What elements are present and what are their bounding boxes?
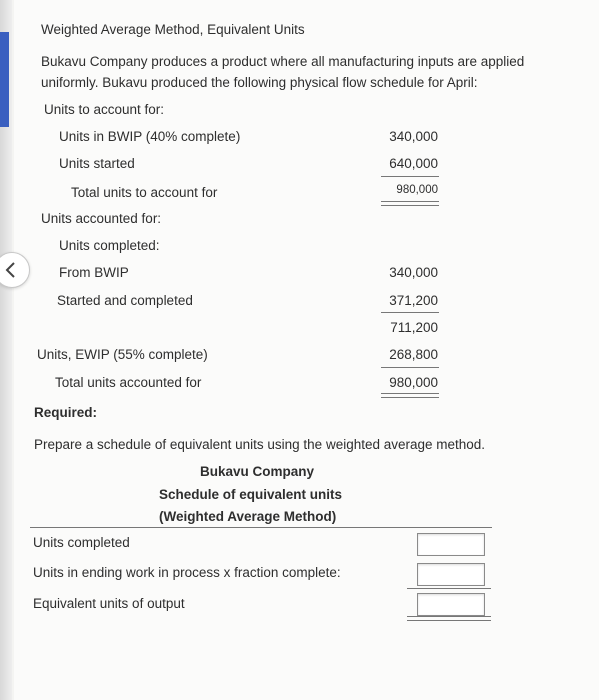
intro-line-2: uniformly. Bukavu produced the following physical flow schedule for April: bbox=[41, 75, 478, 90]
schedule-header-rule bbox=[30, 527, 492, 528]
ewip-fraction-input[interactable] bbox=[417, 563, 485, 586]
started-completed-label: Started and completed bbox=[57, 293, 193, 308]
schedule-total-double-rule bbox=[407, 616, 491, 621]
left-edge-bar bbox=[0, 0, 12, 700]
total-double-rule bbox=[381, 201, 439, 206]
ewip-label: Units, EWIP (55% complete) bbox=[37, 347, 208, 362]
completed-subtotal-value: 711,200 bbox=[390, 320, 438, 335]
total-accounted-label: Total units accounted for bbox=[55, 375, 202, 390]
from-bwip-value: 340,000 bbox=[389, 265, 438, 280]
total-to-account-value: 980,000 bbox=[396, 184, 438, 196]
schedule-row-label: Units completed bbox=[33, 535, 130, 550]
required-label: Required: bbox=[34, 405, 98, 420]
from-bwip-label: From BWIP bbox=[59, 265, 129, 280]
started-completed-value: 371,200 bbox=[389, 293, 438, 308]
equivalent-units-field[interactable] bbox=[418, 594, 484, 615]
intro-line-1: Bukavu Company produces a product where all manufacturing inputs are applied bbox=[41, 54, 525, 69]
problem-page bbox=[14, 0, 599, 700]
accounted-title: Units accounted for: bbox=[41, 211, 162, 226]
total-accounted-value: 980,000 bbox=[389, 375, 438, 390]
total-accounted-double-rule bbox=[381, 393, 439, 398]
units-completed-field[interactable] bbox=[418, 534, 484, 555]
to-account-title: Units to account for: bbox=[44, 102, 165, 117]
ewip-rule bbox=[381, 367, 439, 368]
schedule-title: Schedule of equivalent units bbox=[159, 487, 343, 502]
chevron-left-icon bbox=[5, 262, 17, 278]
units-completed-input[interactable] bbox=[417, 533, 485, 556]
started-label: Units started bbox=[59, 156, 135, 171]
equivalent-units-input[interactable] bbox=[417, 593, 485, 616]
started-value: 640,000 bbox=[389, 156, 438, 171]
schedule-method: (Weighted Average Method) bbox=[159, 509, 337, 524]
completed-title: Units completed: bbox=[59, 238, 160, 253]
schedule-company: Bukavu Company bbox=[200, 464, 315, 479]
instruction-text: Prepare a schedule of equivalent units using the weighted average method. bbox=[34, 437, 486, 452]
schedule-subtotal-rule bbox=[407, 588, 491, 589]
ewip-fraction-field[interactable] bbox=[418, 564, 484, 585]
problem-heading: Weighted Average Method, Equivalent Units bbox=[41, 22, 305, 37]
completed-subtotal-rule bbox=[381, 312, 439, 313]
schedule-row-label: Equivalent units of output bbox=[33, 596, 185, 611]
bwip-label: Units in BWIP (40% complete) bbox=[59, 129, 241, 144]
ewip-value: 268,800 bbox=[389, 347, 438, 362]
schedule-row-label: Units in ending work in process x fraction complete: bbox=[33, 565, 341, 580]
total-to-account-label: Total units to account for bbox=[71, 185, 218, 200]
bwip-value: 340,000 bbox=[389, 129, 438, 144]
left-edge-accent bbox=[0, 32, 9, 127]
subtotal-rule bbox=[381, 176, 439, 177]
